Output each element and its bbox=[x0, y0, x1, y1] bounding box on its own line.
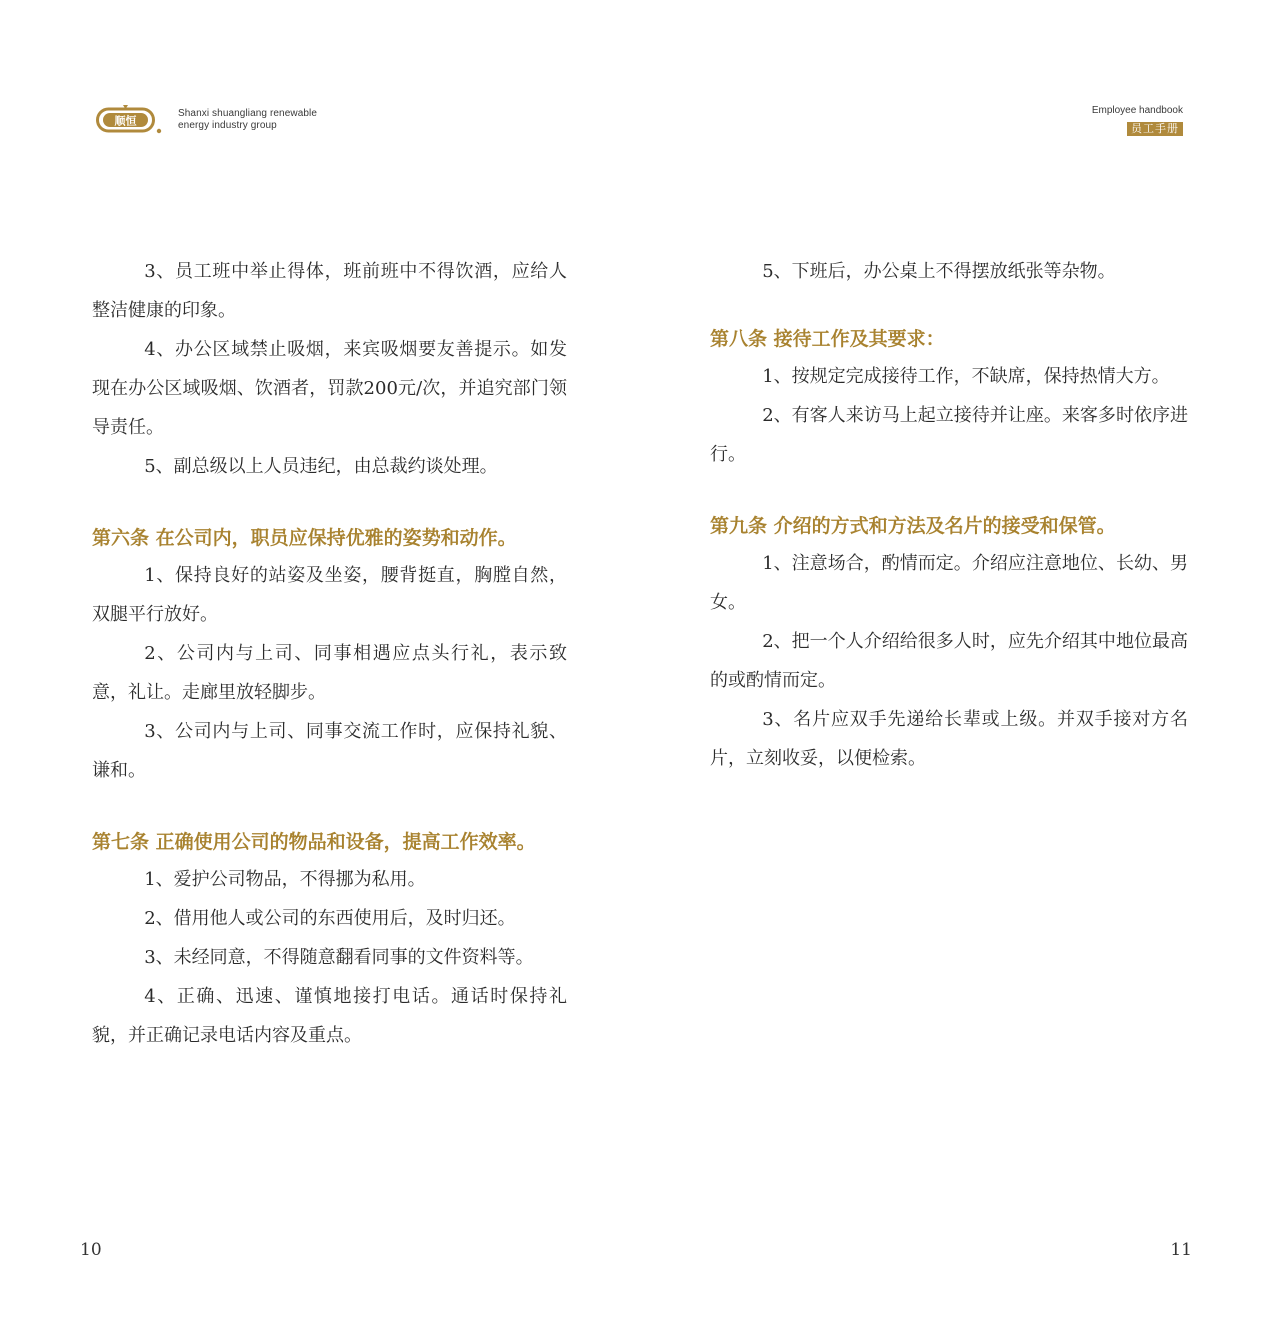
handbook-label-cn: 员工手册 bbox=[1127, 122, 1183, 136]
article-7-item-3: 3、未经同意，不得随意翻看同事的文件资料等。 bbox=[144, 947, 534, 968]
article-8-item-1: 1、按规定完成接待工作，不缺席，保持热情大方。 bbox=[762, 366, 1170, 387]
article-7-heading: 第七条 正确使用公司的物品和设备，提高工作效率。 bbox=[92, 831, 536, 853]
article-8-item-2: 2、有客人来访马上起立接待并让座。来客多时依序进行。 bbox=[710, 405, 1188, 465]
logo-emblem bbox=[96, 104, 166, 136]
company-name bbox=[178, 108, 317, 132]
company-name-line2: energy industry group bbox=[178, 120, 277, 131]
article-6-item-3: 3、公司内与上司、同事交流工作时，应保持礼貌、谦和。 bbox=[92, 721, 567, 781]
article-7-item-2: 2、借用他人或公司的东西使用后，及时归还。 bbox=[144, 908, 516, 929]
svg-text:顺恒: 顺恒 bbox=[114, 114, 137, 128]
company-logo bbox=[96, 104, 317, 136]
article-8-heading: 第八条 接待工作及其要求： bbox=[710, 328, 945, 350]
right-paragraph-5: 5、下班后，办公桌上不得摆放纸张等杂物。 bbox=[762, 261, 1116, 282]
article-9-heading: 第九条 介绍的方式和方法及名片的接受和保管。 bbox=[710, 515, 1116, 537]
article-9-item-1: 1、注意场合，酌情而定。介绍应注意地位、长幼、男女。 bbox=[710, 553, 1188, 613]
handbook-label bbox=[1092, 105, 1183, 136]
right-page-column bbox=[710, 252, 1188, 778]
article-7-item-1: 1、爱护公司物品，不得挪为私用。 bbox=[144, 869, 426, 890]
left-paragraph-3: 5、副总级以上人员违纪，由总裁约谈处理。 bbox=[144, 456, 498, 477]
article-9-item-2: 2、把一个人介绍给很多人时，应先介绍其中地位最高的或酌情而定。 bbox=[710, 631, 1188, 691]
left-page-column bbox=[92, 252, 567, 1055]
article-6-item-2: 2、公司内与上司、同事相遇应点头行礼，表示致意，礼让。走廊里放轻脚步。 bbox=[92, 643, 567, 703]
left-paragraph-1: 3、员工班中举止得体，班前班中不得饮酒，应给人整洁健康的印象。 bbox=[92, 261, 567, 321]
page-number-right: 11 bbox=[1170, 1240, 1192, 1260]
handbook-label-en: Employee handbook bbox=[1091, 105, 1183, 116]
left-paragraph-2: 4、办公区域禁止吸烟，来宾吸烟要友善提示。如发现在办公区域吸烟、饮酒者，罚款200元/次，并追究部门领导责任。 bbox=[92, 339, 567, 438]
article-7-item-4: 4、正确、迅速、谨慎地接打电话。通话时保持礼貌，并正确记录电话内容及重点。 bbox=[92, 986, 567, 1046]
article-9-item-3: 3、名片应双手先递给长辈或上级。并双手接对方名片，立刻收妥，以便检索。 bbox=[710, 709, 1188, 769]
page-number-left: 10 bbox=[80, 1240, 102, 1260]
company-name-line1: Shanxi shuangliang renewable bbox=[178, 108, 318, 119]
article-6-heading: 第六条 在公司内，职员应保持优雅的姿势和动作。 bbox=[92, 527, 517, 549]
article-6-item-1: 1、保持良好的站姿及坐姿，腰背挺直，胸膛自然，双腿平行放好。 bbox=[92, 565, 567, 625]
